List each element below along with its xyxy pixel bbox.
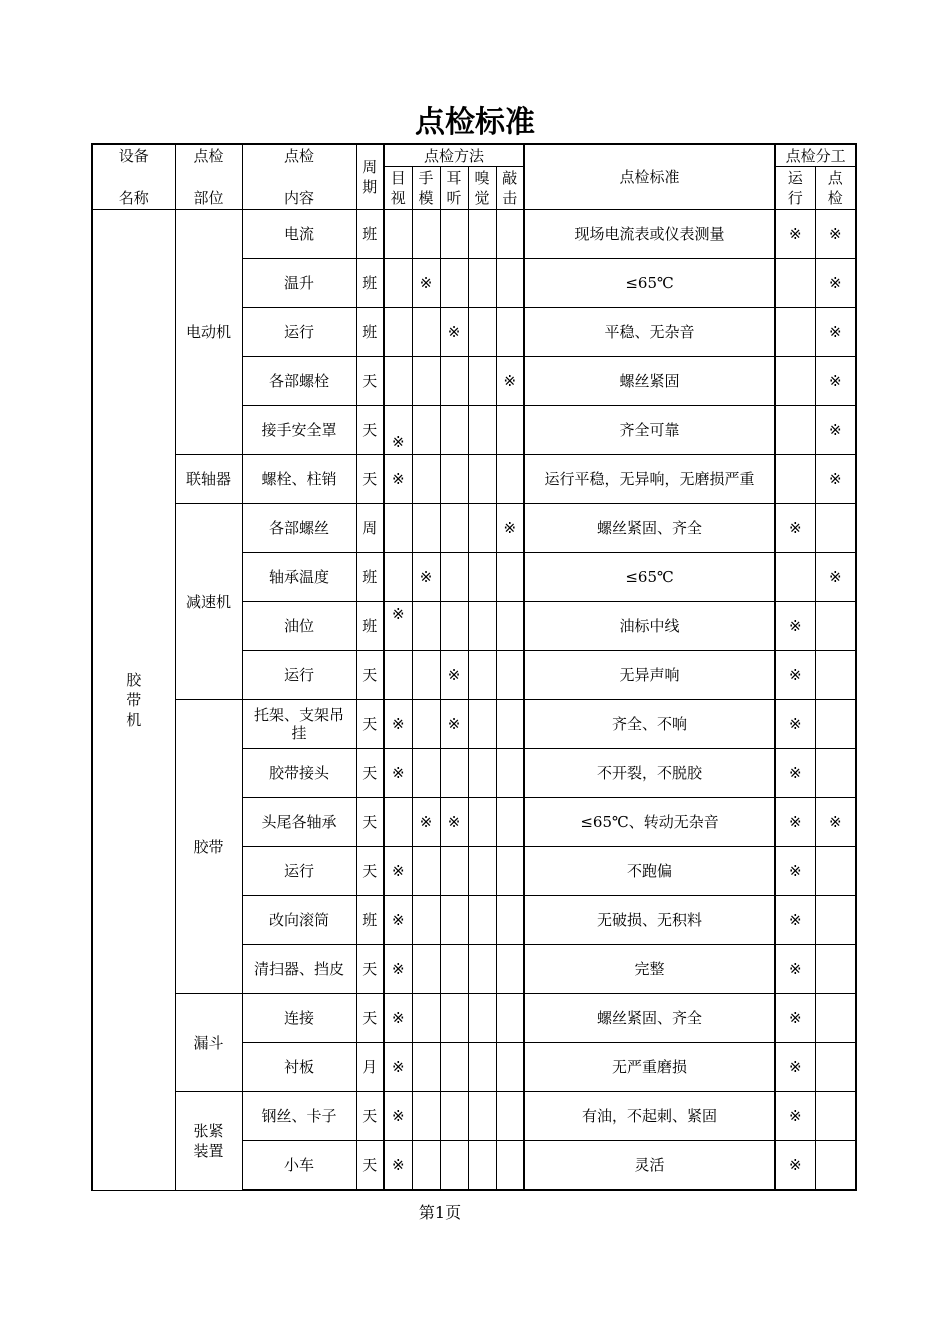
method-mark-cell [468, 406, 496, 455]
division-check-cell [815, 1092, 856, 1141]
method-mark-cell [468, 504, 496, 553]
method-mark-cell [468, 847, 496, 896]
method-mark-cell [412, 406, 440, 455]
division-check-cell: ※ [815, 798, 856, 847]
standard-cell: 有油，不起刺、紧固 [524, 1092, 775, 1141]
method-mark-cell [384, 1043, 412, 1092]
content-cell: 轴承温度 [242, 553, 356, 602]
method-mark-cell [412, 847, 440, 896]
division-run-cell: ※ [775, 994, 815, 1043]
method-mark-cell [496, 602, 524, 651]
division-run-cell: ※ [775, 1141, 815, 1191]
standard-cell: ≤65℃、转动无杂音 [524, 798, 775, 847]
division-check-cell [815, 994, 856, 1043]
method-mark-cell [440, 945, 468, 994]
method-mark-cell [412, 994, 440, 1043]
cycle-cell: 天 [356, 847, 384, 896]
division-run-cell: ※ [775, 1043, 815, 1092]
method-mark-cell [468, 1043, 496, 1092]
method-mark-cell [496, 210, 524, 259]
method-mark-cell [496, 896, 524, 945]
cycle-cell: 天 [356, 749, 384, 798]
standard-cell: 平稳、无杂音 [524, 308, 775, 357]
table-row [92, 994, 856, 1043]
content-cell: 托架、支架吊挂 [242, 700, 356, 749]
method-mark-cell [468, 945, 496, 994]
method-mark: ※ [447, 666, 461, 684]
method-mark: ※ [391, 470, 405, 488]
method-mark: ※ [391, 605, 405, 623]
method-mark: ※ [419, 813, 433, 831]
cycle-cell: 班 [356, 210, 384, 259]
method-mark-cell [468, 455, 496, 504]
method-mark-cell [440, 1141, 468, 1191]
method-mark-cell [412, 749, 440, 798]
method-mark-cell [440, 210, 468, 259]
method-mark-cell [496, 700, 524, 749]
method-mark-cell [440, 994, 468, 1043]
content-cell: 运行 [242, 651, 356, 700]
method-mark-cell [384, 651, 412, 700]
cycle-cell: 班 [356, 553, 384, 602]
method-mark-cell [496, 308, 524, 357]
standard-cell: ≤65℃ [524, 553, 775, 602]
method-mark-cell [496, 1043, 524, 1092]
method-mark-cell [440, 504, 468, 553]
division-run-cell [775, 357, 815, 406]
method-mark-cell [384, 455, 412, 504]
cycle-cell: 天 [356, 455, 384, 504]
cycle-cell: 天 [356, 994, 384, 1043]
header-method-knock: 敲击 [496, 167, 524, 210]
method-mark-cell [468, 1141, 496, 1191]
cycle-cell: 班 [356, 896, 384, 945]
method-mark-cell [440, 308, 468, 357]
table-row [92, 504, 856, 553]
content-cell: 各部螺栓 [242, 357, 356, 406]
division-check-cell [815, 1141, 856, 1191]
division-run-cell [775, 553, 815, 602]
method-mark-cell [496, 455, 524, 504]
method-mark-cell [468, 308, 496, 357]
division-check-cell [815, 700, 856, 749]
method-mark-cell [384, 602, 412, 651]
header-standard: 点检标准 [524, 144, 775, 210]
table-row [92, 455, 856, 504]
division-check-cell: ※ [815, 455, 856, 504]
method-mark-cell [440, 847, 468, 896]
equipment-name-cell: 胶带机 [92, 210, 175, 1191]
method-mark-cell [468, 798, 496, 847]
cycle-cell: 天 [356, 700, 384, 749]
method-mark: ※ [391, 715, 405, 733]
method-mark-cell [412, 308, 440, 357]
method-mark-cell [384, 406, 412, 455]
part-cell: 电动机 [175, 210, 242, 455]
division-run-cell: ※ [775, 700, 815, 749]
method-mark-cell [468, 553, 496, 602]
content-cell: 运行 [242, 847, 356, 896]
method-mark-cell [440, 259, 468, 308]
division-check-cell: ※ [815, 406, 856, 455]
method-mark: ※ [447, 715, 461, 733]
standard-cell: 螺丝紧固、齐全 [524, 504, 775, 553]
method-mark-cell [496, 749, 524, 798]
division-run-cell: ※ [775, 945, 815, 994]
division-run-cell: ※ [775, 651, 815, 700]
standard-cell: 无严重磨损 [524, 1043, 775, 1092]
division-run-cell [775, 406, 815, 455]
content-cell: 运行 [242, 308, 356, 357]
method-mark-cell [412, 602, 440, 651]
table-row [92, 700, 856, 749]
part-cell: 联轴器 [175, 455, 242, 504]
division-run-cell [775, 308, 815, 357]
standard-cell: 运行平稳，无异响，无磨损严重 [524, 455, 775, 504]
method-mark-cell [468, 896, 496, 945]
method-mark-cell [440, 749, 468, 798]
method-mark-cell [412, 896, 440, 945]
method-mark-cell [468, 259, 496, 308]
method-mark-cell [384, 1141, 412, 1191]
cycle-cell: 月 [356, 1043, 384, 1092]
method-mark: ※ [391, 960, 405, 978]
division-check-cell [815, 1043, 856, 1092]
standard-cell: 油标中线 [524, 602, 775, 651]
division-run-cell: ※ [775, 1092, 815, 1141]
method-mark-cell [412, 357, 440, 406]
method-mark-cell [412, 700, 440, 749]
division-check-cell [815, 945, 856, 994]
method-mark-cell [384, 847, 412, 896]
division-run-cell: ※ [775, 798, 815, 847]
division-check-cell [815, 749, 856, 798]
content-cell: 接手安全罩 [242, 406, 356, 455]
method-mark-cell [412, 210, 440, 259]
table-row [92, 1092, 856, 1141]
method-mark: ※ [391, 1107, 405, 1125]
method-mark-cell [440, 357, 468, 406]
method-mark-cell [384, 210, 412, 259]
method-mark-cell [496, 553, 524, 602]
method-mark: ※ [391, 764, 405, 782]
cycle-cell: 班 [356, 308, 384, 357]
method-mark-cell [440, 896, 468, 945]
standard-cell: 无破损、无积料 [524, 896, 775, 945]
standard-cell: 不跑偏 [524, 847, 775, 896]
content-cell: 清扫器、挡皮 [242, 945, 356, 994]
method-mark-cell [468, 602, 496, 651]
method-mark: ※ [447, 813, 461, 831]
content-cell: 改向滚筒 [242, 896, 356, 945]
method-mark-cell [440, 1092, 468, 1141]
method-mark-cell [384, 896, 412, 945]
method-mark-cell [412, 1092, 440, 1141]
page-footer: 第1页 [418, 1203, 462, 1222]
method-mark-cell [384, 1092, 412, 1141]
content-cell: 电流 [242, 210, 356, 259]
method-mark-cell [384, 945, 412, 994]
method-mark-cell [468, 357, 496, 406]
method-mark-cell [384, 553, 412, 602]
method-mark-cell [468, 749, 496, 798]
part-cell: 胶带 [175, 700, 242, 994]
method-mark-cell [496, 357, 524, 406]
standard-cell: 螺丝紧固、齐全 [524, 994, 775, 1043]
cycle-cell: 班 [356, 602, 384, 651]
method-mark-cell [468, 994, 496, 1043]
method-mark-cell [468, 210, 496, 259]
standard-cell: 无异声响 [524, 651, 775, 700]
division-check-cell: ※ [815, 259, 856, 308]
method-mark-cell [440, 798, 468, 847]
header-cycle: 周期 [356, 144, 384, 210]
standard-cell: ≤65℃ [524, 259, 775, 308]
standard-cell: 齐全可靠 [524, 406, 775, 455]
method-mark-cell [384, 994, 412, 1043]
part-cell: 减速机 [175, 504, 242, 700]
division-run-cell: ※ [775, 602, 815, 651]
method-mark: ※ [503, 372, 517, 390]
standard-cell: 螺丝紧固 [524, 357, 775, 406]
header-part: 点检 部位 [175, 144, 242, 210]
division-run-cell: ※ [775, 847, 815, 896]
content-cell: 小车 [242, 1141, 356, 1191]
part-cell: 漏斗 [175, 994, 242, 1092]
part-cell: 张紧装置 [175, 1092, 242, 1191]
cycle-cell: 天 [356, 406, 384, 455]
standard-cell: 不开裂，不脱胶 [524, 749, 775, 798]
method-mark-cell [496, 847, 524, 896]
cycle-cell: 天 [356, 1141, 384, 1191]
method-mark-cell [384, 700, 412, 749]
method-mark-cell [496, 798, 524, 847]
method-mark: ※ [391, 1009, 405, 1027]
method-mark-cell [440, 602, 468, 651]
header-division-check: 点检 [815, 167, 856, 210]
standard-cell: 现场电流表或仪表测量 [524, 210, 775, 259]
method-mark-cell [384, 357, 412, 406]
method-mark: ※ [391, 911, 405, 929]
content-cell: 衬板 [242, 1043, 356, 1092]
table-row [92, 210, 856, 259]
division-check-cell: ※ [815, 308, 856, 357]
method-mark-cell [496, 504, 524, 553]
method-mark-cell [496, 945, 524, 994]
method-mark-cell [496, 259, 524, 308]
method-mark-cell [412, 504, 440, 553]
content-cell: 油位 [242, 602, 356, 651]
content-cell: 连接 [242, 994, 356, 1043]
header-method-listen: 耳听 [440, 167, 468, 210]
header-content: 点检 内容 [242, 144, 356, 210]
standard-cell: 灵活 [524, 1141, 775, 1191]
division-run-cell: ※ [775, 504, 815, 553]
cycle-cell: 天 [356, 651, 384, 700]
method-mark-cell [384, 798, 412, 847]
division-check-cell [815, 651, 856, 700]
cycle-cell: 天 [356, 945, 384, 994]
header-division-run: 运行 [775, 167, 815, 210]
method-mark: ※ [503, 519, 517, 537]
content-cell: 钢丝、卡子 [242, 1092, 356, 1141]
method-mark-cell [384, 308, 412, 357]
method-mark-cell [468, 651, 496, 700]
method-mark-cell [412, 1141, 440, 1191]
method-mark: ※ [391, 1156, 405, 1174]
method-mark-cell [384, 259, 412, 308]
division-check-cell [815, 847, 856, 896]
inspection-standard-table [91, 143, 857, 1191]
method-mark-cell [412, 798, 440, 847]
content-cell: 螺栓、柱销 [242, 455, 356, 504]
cycle-cell: 天 [356, 357, 384, 406]
content-cell: 胶带接头 [242, 749, 356, 798]
method-mark-cell [412, 259, 440, 308]
method-mark-cell [468, 1092, 496, 1141]
method-mark-cell [496, 1092, 524, 1141]
method-mark-cell [412, 651, 440, 700]
header-method-smell: 嗅觉 [468, 167, 496, 210]
method-mark: ※ [391, 1058, 405, 1076]
cycle-cell: 班 [356, 259, 384, 308]
page-title: 点检标准 [415, 105, 535, 140]
method-mark-cell [412, 1043, 440, 1092]
content-cell: 温升 [242, 259, 356, 308]
method-mark: ※ [419, 568, 433, 586]
division-check-cell: ※ [815, 357, 856, 406]
division-run-cell [775, 455, 815, 504]
division-check-cell [815, 504, 856, 553]
division-check-cell: ※ [815, 553, 856, 602]
header-division-group: 点检分工 [775, 144, 856, 167]
method-mark-cell [384, 504, 412, 553]
division-run-cell: ※ [775, 749, 815, 798]
division-check-cell: ※ [815, 210, 856, 259]
cycle-cell: 天 [356, 1092, 384, 1141]
method-mark: ※ [447, 323, 461, 341]
method-mark-cell [412, 945, 440, 994]
header-equipment: 设备 名称 [92, 144, 175, 210]
content-cell: 各部螺丝 [242, 504, 356, 553]
method-mark-cell [440, 455, 468, 504]
method-mark-cell [440, 406, 468, 455]
method-mark-cell [412, 455, 440, 504]
header-method-touch: 手模 [412, 167, 440, 210]
method-mark-cell [384, 749, 412, 798]
header-method-visual: 目视 [384, 167, 412, 210]
cycle-cell: 天 [356, 798, 384, 847]
method-mark-cell [468, 700, 496, 749]
method-mark-cell [440, 700, 468, 749]
cycle-cell: 周 [356, 504, 384, 553]
division-run-cell: ※ [775, 896, 815, 945]
method-mark-cell [496, 406, 524, 455]
method-mark: ※ [391, 862, 405, 880]
division-run-cell [775, 259, 815, 308]
method-mark-cell [440, 1043, 468, 1092]
standard-cell: 完整 [524, 945, 775, 994]
division-check-cell [815, 896, 856, 945]
content-cell: 头尾各轴承 [242, 798, 356, 847]
standard-cell: 齐全、不响 [524, 700, 775, 749]
method-mark: ※ [391, 433, 405, 451]
method-mark-cell [440, 553, 468, 602]
division-check-cell [815, 602, 856, 651]
method-mark-cell [496, 651, 524, 700]
division-run-cell: ※ [775, 210, 815, 259]
method-mark: ※ [419, 274, 433, 292]
method-mark-cell [496, 1141, 524, 1191]
header-method-group: 点检方法 [384, 144, 524, 167]
method-mark-cell [412, 553, 440, 602]
method-mark-cell [496, 994, 524, 1043]
method-mark-cell [440, 651, 468, 700]
